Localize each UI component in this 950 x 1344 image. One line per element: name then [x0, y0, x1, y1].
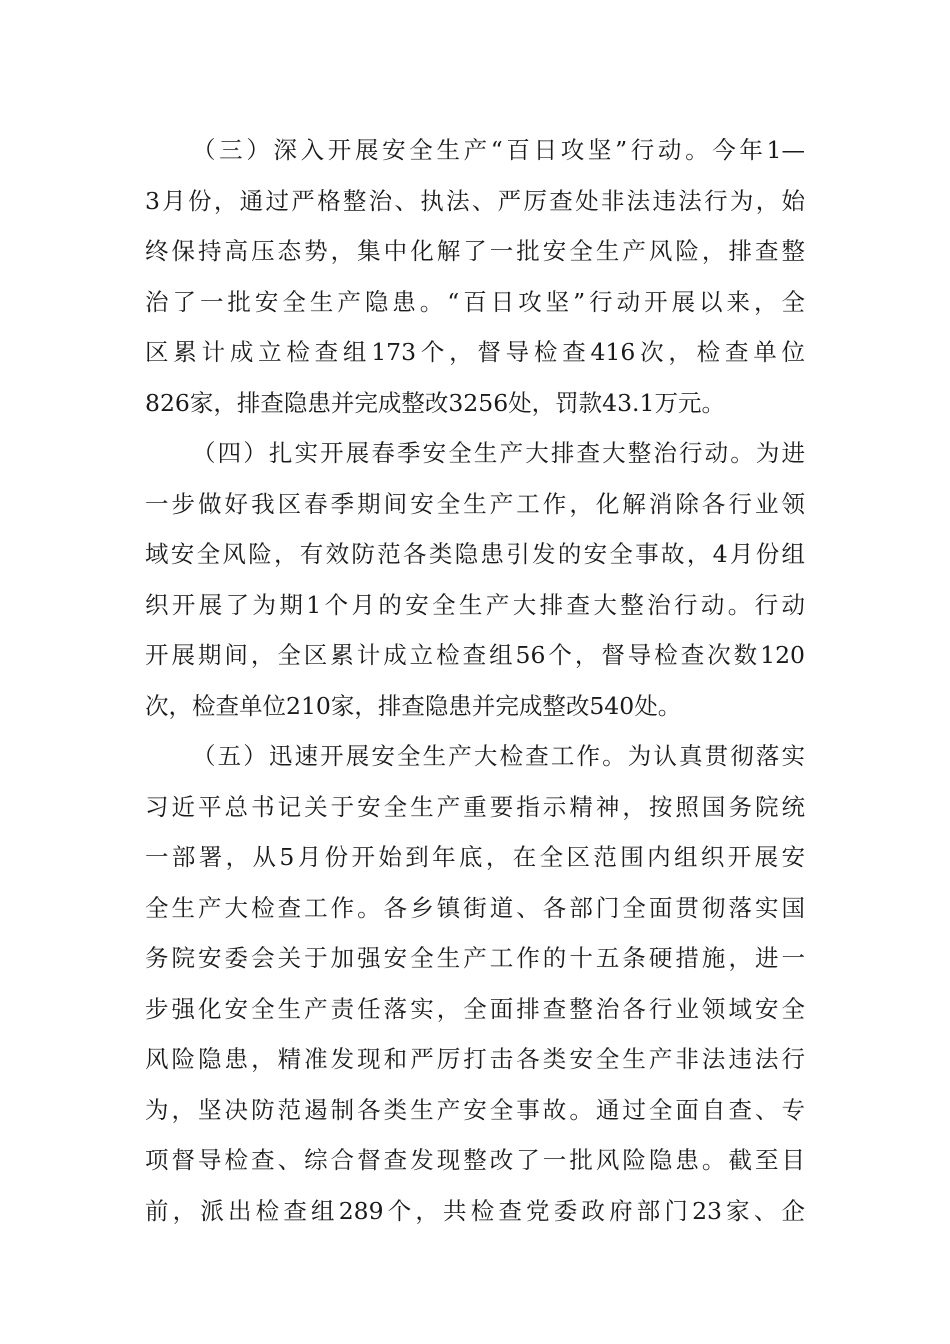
text-line: 步强化安全生产责任落实，全面排查整治各行业领域安全 — [145, 994, 805, 1023]
text-line: 次，检查单位210家，排查隐患并完成整改540处。 — [145, 691, 682, 720]
text-line: 务院安委会关于加强安全生产工作的十五条硬措施，进一 — [145, 944, 805, 972]
text-line: 一部署，从5月份开始到年底，在全区范围内组织开展安 — [145, 843, 805, 871]
text-line: 织开展了为期1个月的安全生产大排查大整治行动。行动 — [145, 590, 805, 619]
paragraph-3 — [145, 125, 805, 428]
paragraph-5 — [145, 731, 805, 1236]
text-line: （五）迅速开展安全生产大检查工作。为认真贯彻落实 — [192, 742, 805, 770]
text-line: 为，坚决防范遏制各类生产安全事故。通过全面自查、专 — [145, 1095, 805, 1124]
text-line: 项督导检查、综合督查发现整改了一批风险隐患。截至目 — [145, 1146, 805, 1174]
text-line: 治了一批安全生产隐患。“百日攻坚”行动开展以来，全 — [145, 287, 805, 316]
text-line: 一步做好我区春季期间安全生产工作，化解消除各行业领 — [145, 489, 805, 518]
text-line: 域安全风险，有效防范各类隐患引发的安全事故，4月份组 — [145, 540, 805, 568]
text-line: 区累计成立检查组173个，督导检查416次，检查单位 — [145, 338, 805, 366]
text-line: （四）扎实开展春季安全生产大排查大整治行动。为进 — [192, 439, 805, 467]
text-line: 前，派出检查组289个，共检查党委政府部门23家、企 — [145, 1196, 805, 1225]
text-line: 开展期间，全区累计成立检查组56个，督导检查次数120 — [145, 641, 805, 669]
text-line: 终保持高压态势，集中化解了一批安全生产风险，排查整 — [145, 237, 805, 265]
document-body — [145, 125, 805, 1236]
text-line: （三）深入开展安全生产“百日攻坚”行动。今年1— — [192, 136, 805, 164]
text-line: 全生产大检查工作。各乡镇街道、各部门全面贯彻落实国 — [145, 893, 805, 922]
text-line: 826家，排查隐患并完成整改3256处，罚款43.1万元。 — [145, 388, 725, 417]
text-line: 风险隐患，精准发现和严厉打击各类安全生产非法违法行 — [145, 1045, 805, 1073]
text-line: 习近平总书记关于安全生产重要指示精神，按照国务院统 — [145, 792, 805, 821]
paragraph-4 — [145, 428, 805, 731]
text-line: 3月份，通过严格整治、执法、严厉查处非法违法行为，始 — [145, 186, 805, 215]
